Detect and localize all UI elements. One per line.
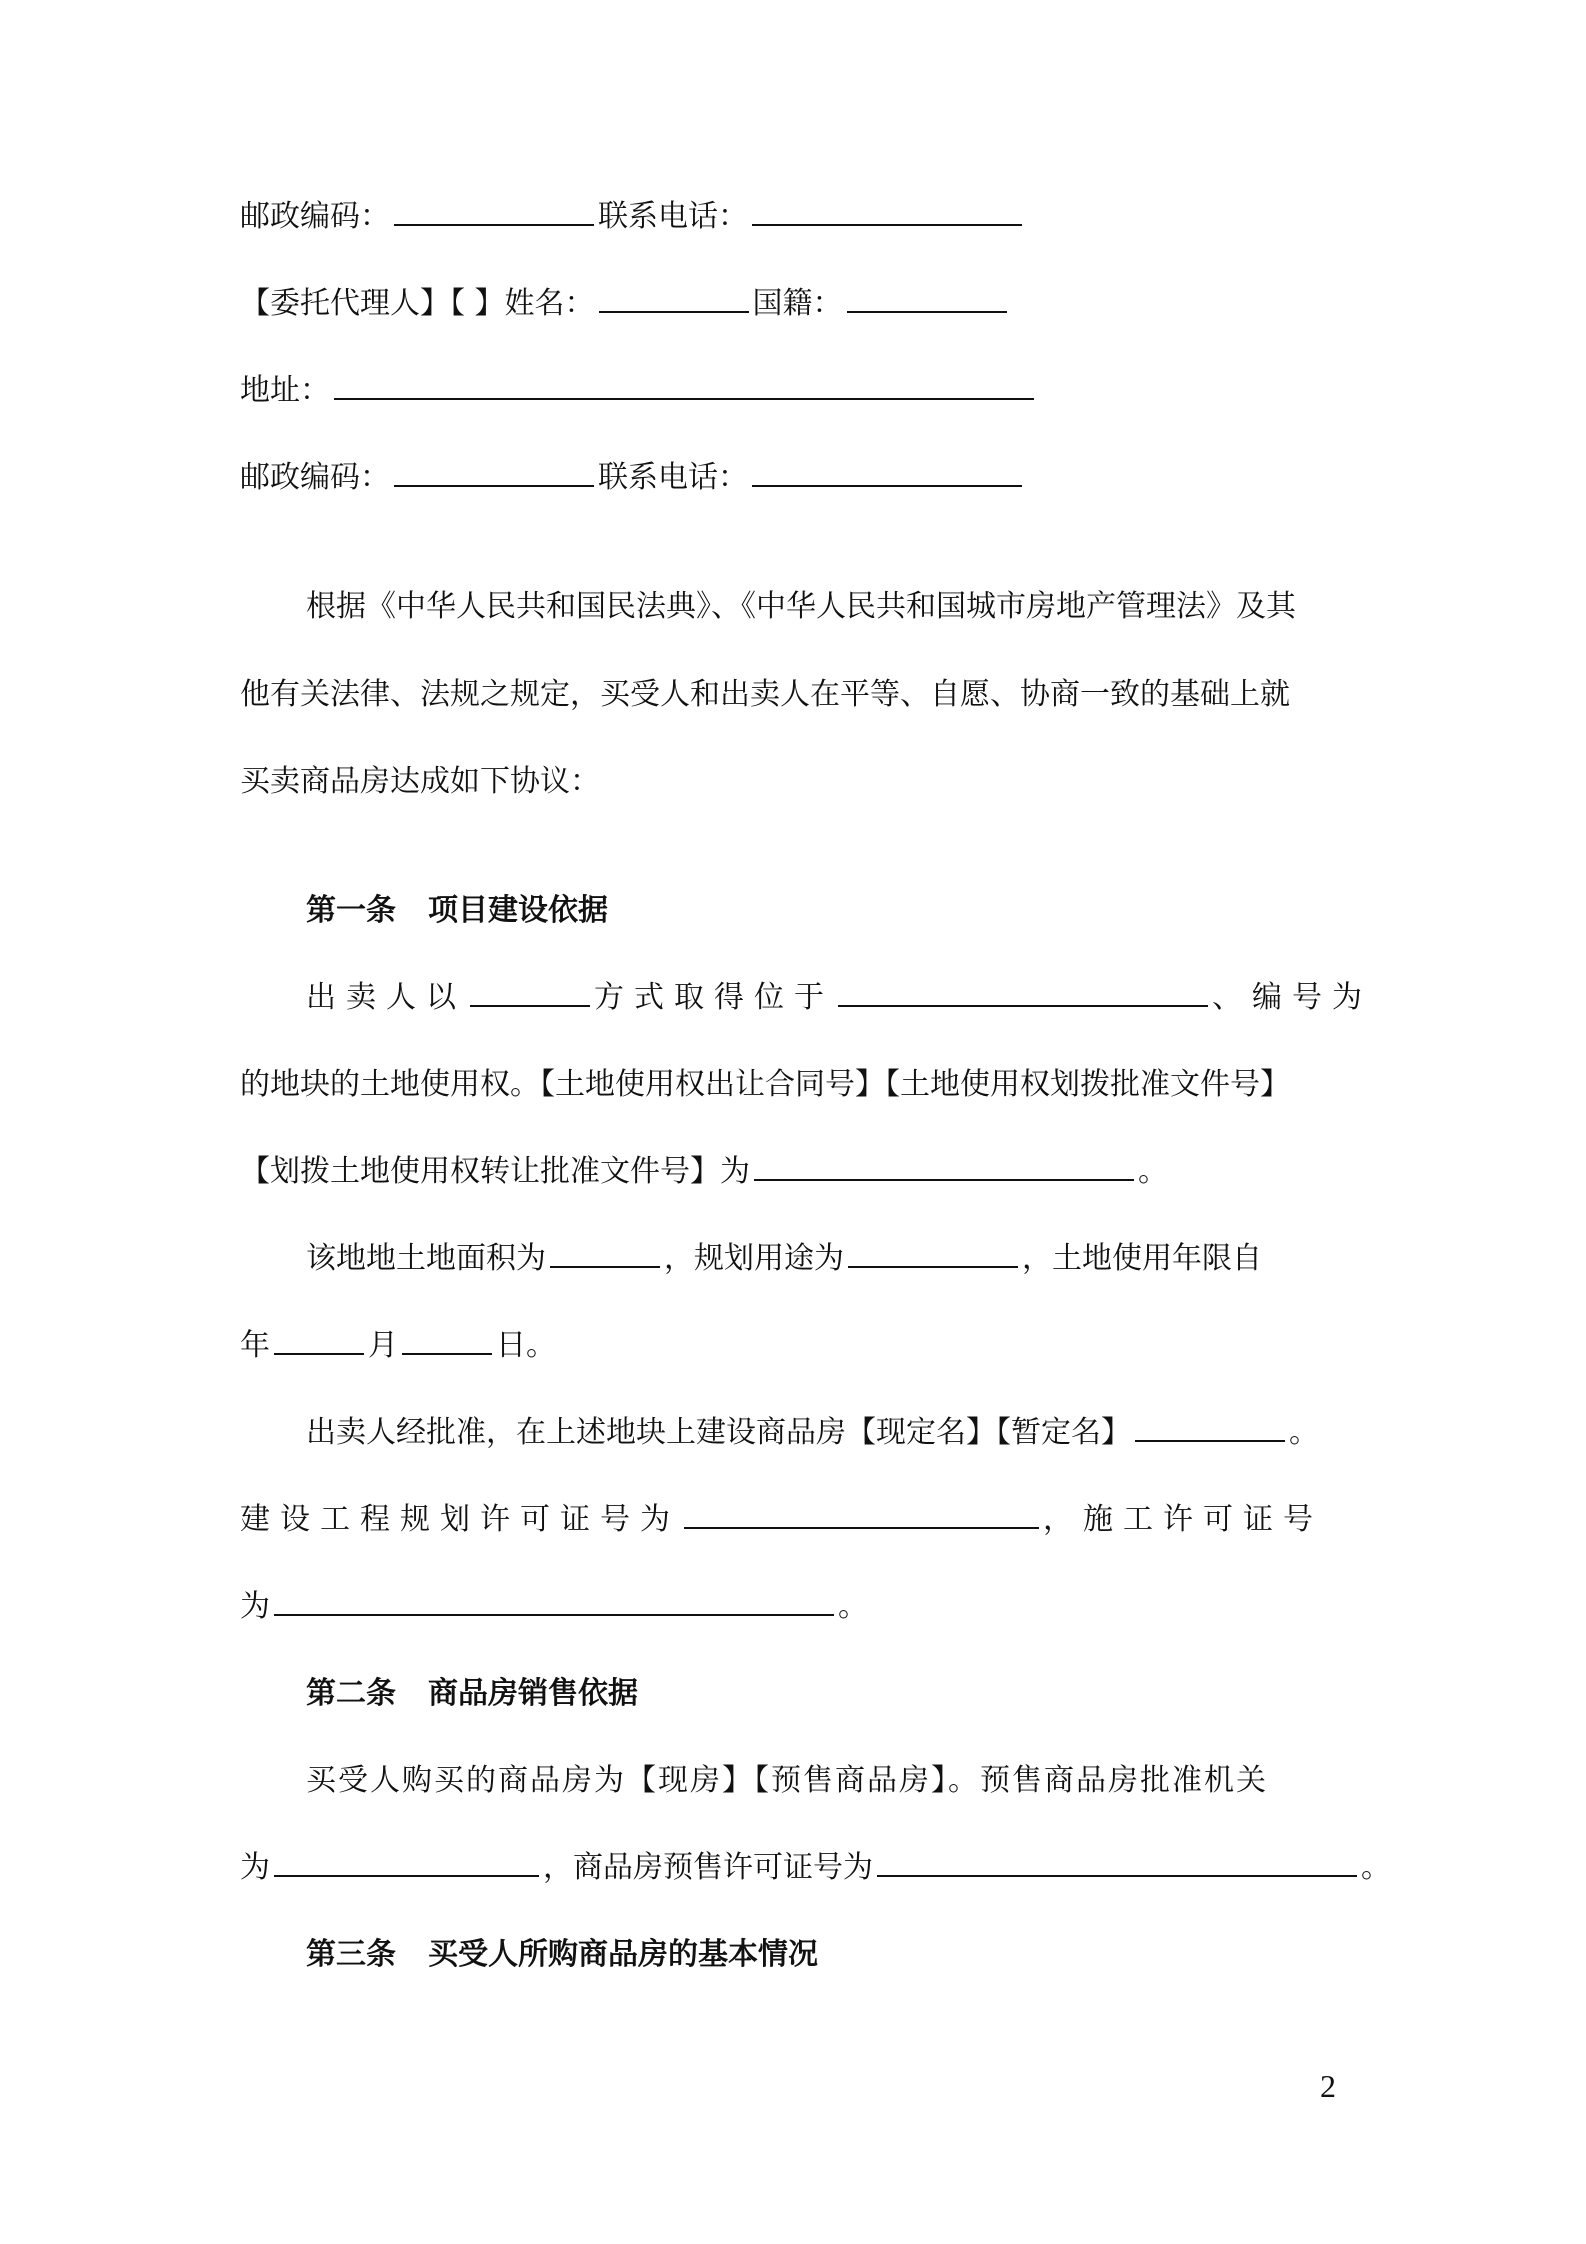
year-label: 年 bbox=[240, 1328, 270, 1363]
postcode-blank-2[interactable] bbox=[394, 455, 594, 487]
day-label: 日。 bbox=[496, 1328, 556, 1363]
article-1-number: 第一条 bbox=[306, 893, 396, 928]
planned-use-label: ，规划用途为 bbox=[664, 1241, 844, 1276]
nationality-label: 国籍： bbox=[752, 286, 843, 321]
address-label: 地址： bbox=[240, 373, 330, 408]
article-1-p1-line-1 bbox=[306, 975, 1372, 1021]
article-1-p1-end: 。 bbox=[1138, 1154, 1168, 1189]
contract-number-blank[interactable] bbox=[754, 1149, 1134, 1181]
phone-label: 联系电话： bbox=[598, 199, 748, 234]
postcode-label-2: 邮政编码： bbox=[240, 460, 390, 495]
article-1-heading bbox=[306, 888, 1350, 934]
preamble-line-1: 根据《中华人民共和国民法典》、《中华人民共和国城市房地产管理法》及其 bbox=[306, 589, 1296, 624]
address-line bbox=[240, 368, 1350, 414]
month-blank[interactable] bbox=[274, 1323, 364, 1355]
article-1-p3-end: 。 bbox=[1289, 1415, 1319, 1450]
agent-name-line bbox=[240, 281, 1350, 327]
article-1-p2-line-1 bbox=[306, 1236, 1350, 1282]
agent-name-blank[interactable] bbox=[599, 281, 749, 313]
article-1-p1-text-b: 方式取得位于 bbox=[594, 980, 834, 1015]
land-location-blank[interactable] bbox=[838, 975, 1208, 1007]
construction-permit-blank[interactable] bbox=[274, 1584, 834, 1616]
presale-permit-label: ，商品房预售许可证号为 bbox=[543, 1850, 873, 1885]
presale-permit-blank[interactable] bbox=[877, 1845, 1357, 1877]
phone-blank[interactable] bbox=[752, 194, 1022, 226]
article-1-p1-line-3 bbox=[240, 1149, 1350, 1195]
article-1-p3-line-3 bbox=[240, 1584, 1350, 1630]
article-1-p1-text-a: 出卖人以 bbox=[306, 980, 466, 1015]
postcode-phone-line bbox=[240, 194, 1350, 240]
day-blank[interactable] bbox=[402, 1323, 492, 1355]
postcode-phone-line-2 bbox=[240, 455, 1350, 501]
phone-blank-2[interactable] bbox=[752, 455, 1022, 487]
article-1-title: 项目建设依据 bbox=[428, 893, 608, 928]
construction-permit-prefix: 为 bbox=[240, 1589, 270, 1624]
planned-use-blank[interactable] bbox=[848, 1236, 1018, 1268]
approval-authority-blank[interactable] bbox=[274, 1845, 539, 1877]
article-3-title: 买受人所购商品房的基本情况 bbox=[428, 1937, 818, 1972]
article-1-p3-line-2 bbox=[240, 1497, 1350, 1543]
preamble-line-3: 买卖商品房达成如下协议： bbox=[240, 764, 600, 799]
land-term-label: ，土地使用年限自 bbox=[1022, 1241, 1262, 1276]
nationality-blank[interactable] bbox=[847, 281, 1007, 313]
month-label: 月 bbox=[368, 1328, 398, 1363]
agent-prefix: 【委托代理人】【 】姓名： bbox=[240, 286, 595, 321]
postcode-label: 邮政编码： bbox=[240, 199, 390, 234]
article-2-p1: 买受人购买的商品房为【现房】【预售商品房】。预售商品房批准机关 bbox=[306, 1763, 1268, 1798]
preamble-line-2: 他有关法律、法规之规定，买受人和出卖人在平等、自愿、协商一致的基础上就 bbox=[240, 677, 1290, 712]
article-3-number: 第三条 bbox=[306, 1937, 396, 1972]
project-name-text: 出卖人经批准，在上述地块上建设商品房【现定名】【暂定名】 bbox=[306, 1415, 1131, 1450]
article-2-heading bbox=[306, 1671, 1350, 1717]
address-blank[interactable] bbox=[334, 368, 1034, 400]
acquisition-method-blank[interactable] bbox=[470, 975, 590, 1007]
postcode-blank[interactable] bbox=[394, 194, 594, 226]
phone-label-2: 联系电话： bbox=[598, 460, 748, 495]
article-2-title: 商品房销售依据 bbox=[428, 1676, 638, 1711]
article-1-p1-line-3-text: 【划拨土地使用权转让批准文件号】为 bbox=[240, 1154, 750, 1189]
approval-authority-prefix: 为 bbox=[240, 1850, 270, 1885]
planning-permit-label: 建设工程规划许可证号为 bbox=[240, 1502, 680, 1537]
article-3-heading bbox=[306, 1932, 1350, 1978]
article-2-number: 第二条 bbox=[306, 1676, 396, 1711]
article-1-p2-line-2 bbox=[240, 1323, 1350, 1369]
project-name-blank[interactable] bbox=[1135, 1410, 1285, 1442]
land-area-label: 该地地土地面积为 bbox=[306, 1241, 546, 1276]
article-1-p3-line-3-end: 。 bbox=[838, 1589, 868, 1624]
article-1-p1-line-2: 的地块的土地使用权。【土地使用权出让合同号】【土地使用权划拨批准文件号】 bbox=[240, 1067, 1290, 1102]
article-1-p3-line-1 bbox=[306, 1410, 1350, 1456]
construction-permit-label: ，施工许可证号 bbox=[1043, 1502, 1323, 1537]
article-2-p2-end: 。 bbox=[1361, 1850, 1391, 1885]
article-1-p1-text-c: 、编号为 bbox=[1212, 980, 1372, 1015]
land-area-blank[interactable] bbox=[550, 1236, 660, 1268]
page-number: 2 bbox=[1320, 2068, 1336, 2104]
planning-permit-blank[interactable] bbox=[684, 1497, 1039, 1529]
article-2-p2 bbox=[240, 1845, 1391, 1891]
